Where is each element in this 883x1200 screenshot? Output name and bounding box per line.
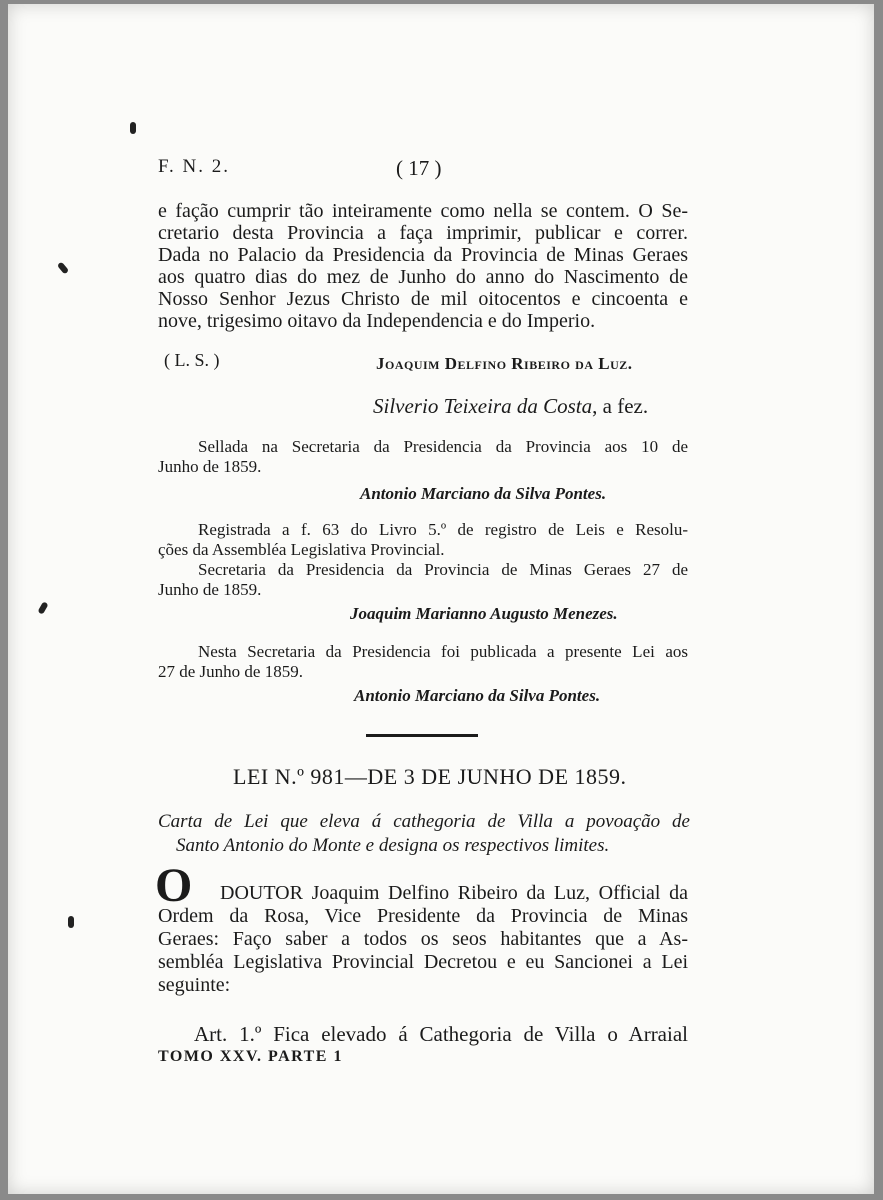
margin-mark <box>37 601 48 614</box>
page-number: ( 17 ) <box>396 156 442 180</box>
published-note <box>158 642 688 682</box>
text-line: Sellada na Secretaria da Presidencia da Provincia aos 10 de <box>198 437 688 456</box>
text-line: Registrada a f. 63 do Livro 5.º de registro de Leis e Resolu- <box>198 520 688 539</box>
text-line: Ordem da Rosa, Vice Presidente da Provincia de Minas <box>158 905 688 927</box>
closing-paragraph <box>158 200 688 332</box>
published-signature: Antonio Marciano da Silva Pontes. <box>354 686 601 705</box>
text-line: 27 de Junho de 1859. <box>158 662 303 681</box>
sealed-signature: Antonio Marciano da Silva Pontes. <box>360 484 607 503</box>
volume-footer: TOMO XXV. PARTE 1 <box>158 1048 343 1065</box>
text-line: Santo Antonio do Monte e designa os respectivos limites. <box>176 835 610 856</box>
margin-mark <box>130 122 136 134</box>
text-line: Carta de Lei que eleva á cathegoria de Villa a povoação de <box>158 811 690 832</box>
registered-signature: Joaquim Marianno Augusto Menezes. <box>350 604 618 623</box>
section-divider <box>366 734 478 737</box>
text-line: Art. 1.º Fica elevado á Cathegoria de Villa o Arraial <box>194 1022 688 1046</box>
article-line <box>158 1022 688 1047</box>
secretary-signature <box>373 394 648 419</box>
text-line: Geraes: Faço saber a todos os seos habitantes que a As- <box>158 928 688 950</box>
text-line: sembléa Legislativa Provincial Decretou e eu Sancionei a Lei <box>158 951 688 973</box>
text-line: cretario desta Provincia a faça imprimir, publicar e correr. <box>158 222 688 244</box>
law-subtitle <box>158 810 690 858</box>
text-line: Junho de 1859. <box>158 457 262 476</box>
text-line: Junho de 1859. <box>158 580 262 599</box>
drop-cap: O <box>155 859 193 912</box>
law-body <box>158 882 688 997</box>
sealed-note <box>158 437 688 477</box>
text-line: Nosso Senhor Jezus Christo de mil oitocentos e cincoenta e <box>158 288 688 310</box>
document-page <box>8 4 874 1194</box>
folio-mark: F. N. 2. <box>158 156 231 177</box>
signatory-name: Joaquim Delfino Ribeiro da Luz. <box>376 354 633 373</box>
text-line: aos quatro dias do mez de Junho do anno do Nascimento de <box>158 266 688 288</box>
text-line: Dada no Palacio da Presidencia da Provincia de Minas Geraes <box>158 244 688 266</box>
law-title: LEI N.º 981—DE 3 DE JUNHO DE 1859. <box>233 764 627 789</box>
margin-mark <box>57 261 69 274</box>
text-line: Nesta Secretaria da Presidencia foi publicada a presente Lei aos <box>198 642 688 661</box>
secretary-name: Silverio Teixeira da Costa <box>373 394 593 418</box>
registered-note <box>158 520 688 600</box>
secretary-suffix: , a fez. <box>592 394 649 418</box>
text-line: Secretaria da Presidencia da Provincia de Minas Geraes 27 de <box>198 560 688 579</box>
text-line: DOUTOR Joaquim Delfino Ribeiro da Luz, Official da <box>220 882 688 904</box>
seal-mark: ( L. S. ) <box>164 350 220 370</box>
text-line: seguinte: <box>158 974 231 996</box>
text-line: e fação cumprir tão inteiramente como nella se contem. O Se- <box>158 200 688 222</box>
text-line: ções da Assembléa Legislativa Provincial. <box>158 540 445 559</box>
text-line: nove, trigesimo oitavo da Independencia e do Imperio. <box>158 310 596 332</box>
margin-mark <box>68 916 74 928</box>
